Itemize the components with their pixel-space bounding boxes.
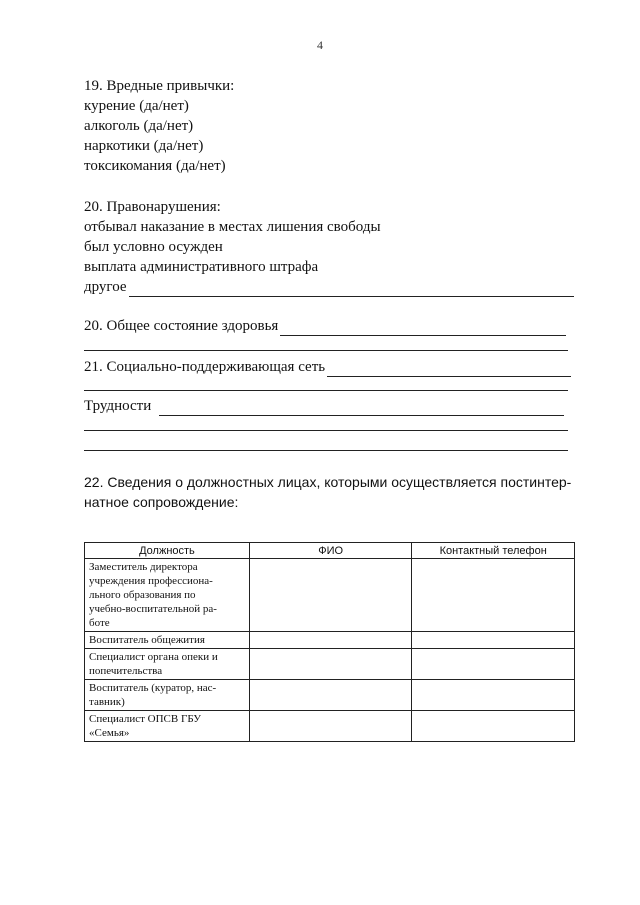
name-cell[interactable]: [249, 649, 411, 680]
habit-item: курение (да/нет): [84, 98, 189, 114]
social-blank-line[interactable]: [327, 362, 571, 377]
section-title: 19. Вредные привычки:: [84, 78, 235, 94]
position-text: Специалист органа опеки и: [89, 651, 218, 663]
table-row: [85, 711, 575, 742]
habit-item: токсикомания (да/нет): [84, 158, 226, 174]
name-cell[interactable]: [249, 559, 411, 632]
social-field[interactable]: [84, 357, 571, 377]
name-cell[interactable]: [249, 680, 411, 711]
offense-item: отбывал наказание в местах лишения свободы: [84, 219, 381, 235]
table-row: [85, 649, 575, 680]
other-field[interactable]: [84, 277, 574, 297]
phone-cell[interactable]: [412, 559, 575, 632]
column-header-name: ФИО: [249, 543, 411, 559]
offense-item: был условно осужден: [84, 239, 223, 255]
difficulties-blank-line-2[interactable]: [84, 430, 568, 431]
section-bad-habits: [84, 76, 574, 176]
section-title: 20. Правонарушения:: [84, 199, 221, 215]
table-row: [85, 559, 575, 632]
officials-table: [84, 542, 575, 742]
officials-intro-line: натное сопровождение:: [84, 494, 239, 510]
phone-cell[interactable]: [412, 632, 575, 649]
phone-cell[interactable]: [412, 680, 575, 711]
difficulties-field[interactable]: [84, 396, 564, 416]
section-officials: [84, 472, 574, 512]
health-blank-line[interactable]: [280, 321, 566, 336]
section-health: [84, 316, 566, 336]
phone-cell[interactable]: [412, 711, 575, 742]
social-label: 21. Социально-поддерживающая сеть: [84, 359, 326, 375]
phone-cell[interactable]: [412, 649, 575, 680]
section-offenses: [84, 197, 574, 297]
position-text: учреждения профессиона-: [89, 575, 213, 587]
health-label: 20. Общее состояние здоровья: [84, 318, 279, 334]
health-blank-line-2[interactable]: [84, 350, 568, 351]
table-row: [85, 632, 575, 649]
table-row: [85, 680, 575, 711]
position-text: попечительства: [89, 665, 163, 677]
difficulties-label: Трудности: [84, 398, 152, 414]
offense-item: выплата административного штрафа: [84, 259, 319, 275]
column-header-phone: Контактный телефон: [412, 543, 575, 559]
position-text: «Семья»: [89, 727, 130, 739]
position-text: учебно-воспитательной ра-: [89, 603, 217, 615]
difficulties-blank-line[interactable]: [159, 401, 564, 416]
page-number: 4: [317, 38, 323, 52]
habit-item: наркотики (да/нет): [84, 138, 204, 154]
section-difficulties: [84, 396, 564, 416]
position-text: тавник): [89, 696, 125, 708]
position-cell: [85, 632, 250, 649]
officials-intro-line: 22. Сведения о должностных лицах, которыми осуществляется постинтер-: [84, 474, 572, 490]
other-label: другое: [84, 279, 127, 295]
position-cell: [85, 711, 250, 742]
social-blank-line-2[interactable]: [84, 390, 568, 391]
position-text: льного образования по: [89, 589, 196, 601]
position-cell: [85, 649, 250, 680]
habit-item: алкоголь (да/нет): [84, 118, 194, 134]
other-blank-line[interactable]: [129, 282, 574, 297]
name-cell[interactable]: [249, 711, 411, 742]
position-cell: [85, 680, 250, 711]
position-cell: [85, 559, 250, 632]
column-header-position: Должность: [85, 543, 250, 559]
health-field[interactable]: [84, 316, 566, 336]
position-text: Специалист ОПСВ ГБУ: [89, 713, 202, 725]
position-text: боте: [89, 617, 110, 629]
table-header-row: [85, 543, 575, 559]
name-cell[interactable]: [249, 632, 411, 649]
difficulties-blank-line-3[interactable]: [84, 450, 568, 451]
position-text: Воспитатель общежития: [89, 634, 205, 646]
position-text: Заместитель директора: [89, 561, 198, 573]
section-social-network: [84, 357, 571, 377]
position-text: Воспитатель (куратор, нас-: [89, 682, 217, 694]
